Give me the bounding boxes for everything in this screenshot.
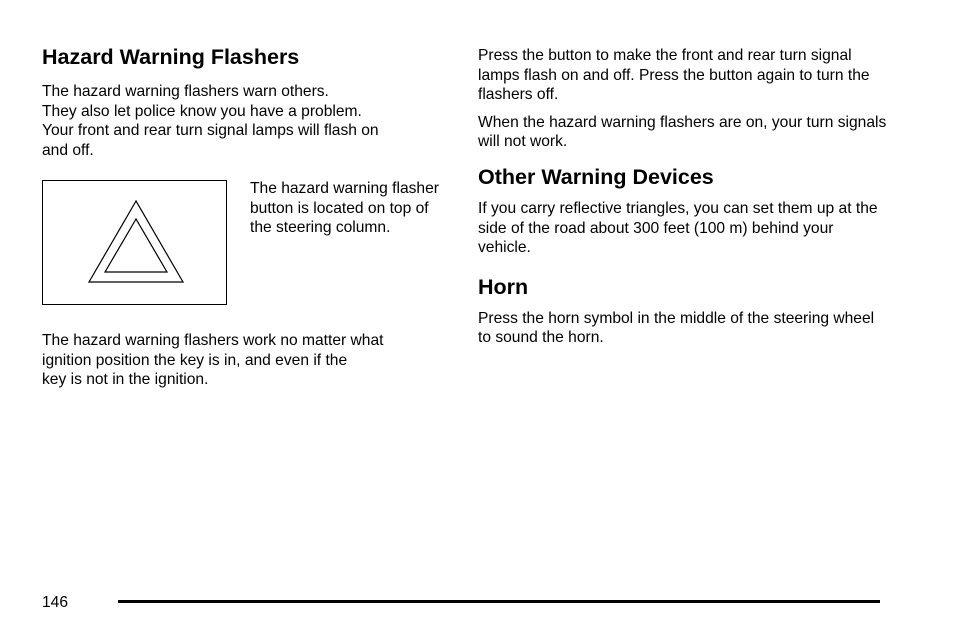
- horn-text: Press the horn symbol in the middle of the steering wheel to sound the horn.: [478, 309, 875, 347]
- hazard-button-figure: [42, 180, 227, 305]
- figure-row: [42, 180, 442, 310]
- after-line: key is not in the ignition.: [42, 371, 209, 389]
- section-title-horn: Horn: [478, 274, 529, 299]
- after-line: The hazard warning flashers work no matter what: [42, 332, 384, 349]
- after-figure-paragraph: [42, 331, 442, 390]
- left-column: [42, 44, 442, 389]
- hazard-continued: [478, 46, 888, 152]
- hazard-para-2: When the hazard warning flashers are on, your turn signals will not work.: [478, 113, 887, 151]
- right-column: [478, 46, 888, 356]
- footer-rule: [118, 600, 880, 603]
- hazard-para-1: Press the button to make the front and rear turn signal lamps flash on and off. Press the button again to turn the flashers off.: [478, 47, 870, 104]
- after-line: ignition position the key is in, and even if the: [42, 351, 348, 369]
- intro-paragraph: [42, 82, 442, 160]
- intro-line: The hazard warning flashers warn others.: [42, 83, 329, 100]
- intro-line: and off.: [42, 141, 94, 159]
- hazard-triangle-icon: [43, 181, 228, 306]
- other-devices-block: [478, 199, 888, 258]
- intro-line: Your front and rear turn signal lamps will flash on: [42, 122, 379, 140]
- other-devices-text: If you carry reflective triangles, you can set them up at the side of the road about 300 feet (100 m) behind your vehicle.: [478, 199, 878, 257]
- page-number: 146: [42, 594, 69, 611]
- horn-block: [478, 309, 888, 348]
- intro-line: They also let police know you have a problem.: [42, 102, 362, 120]
- section-title-hazard: Hazard Warning Flashers: [42, 45, 300, 69]
- figure-caption: The hazard warning flasher button is located on top of the steering column.: [250, 180, 439, 237]
- section-title-other-devices: Other Warning Devices: [478, 164, 714, 189]
